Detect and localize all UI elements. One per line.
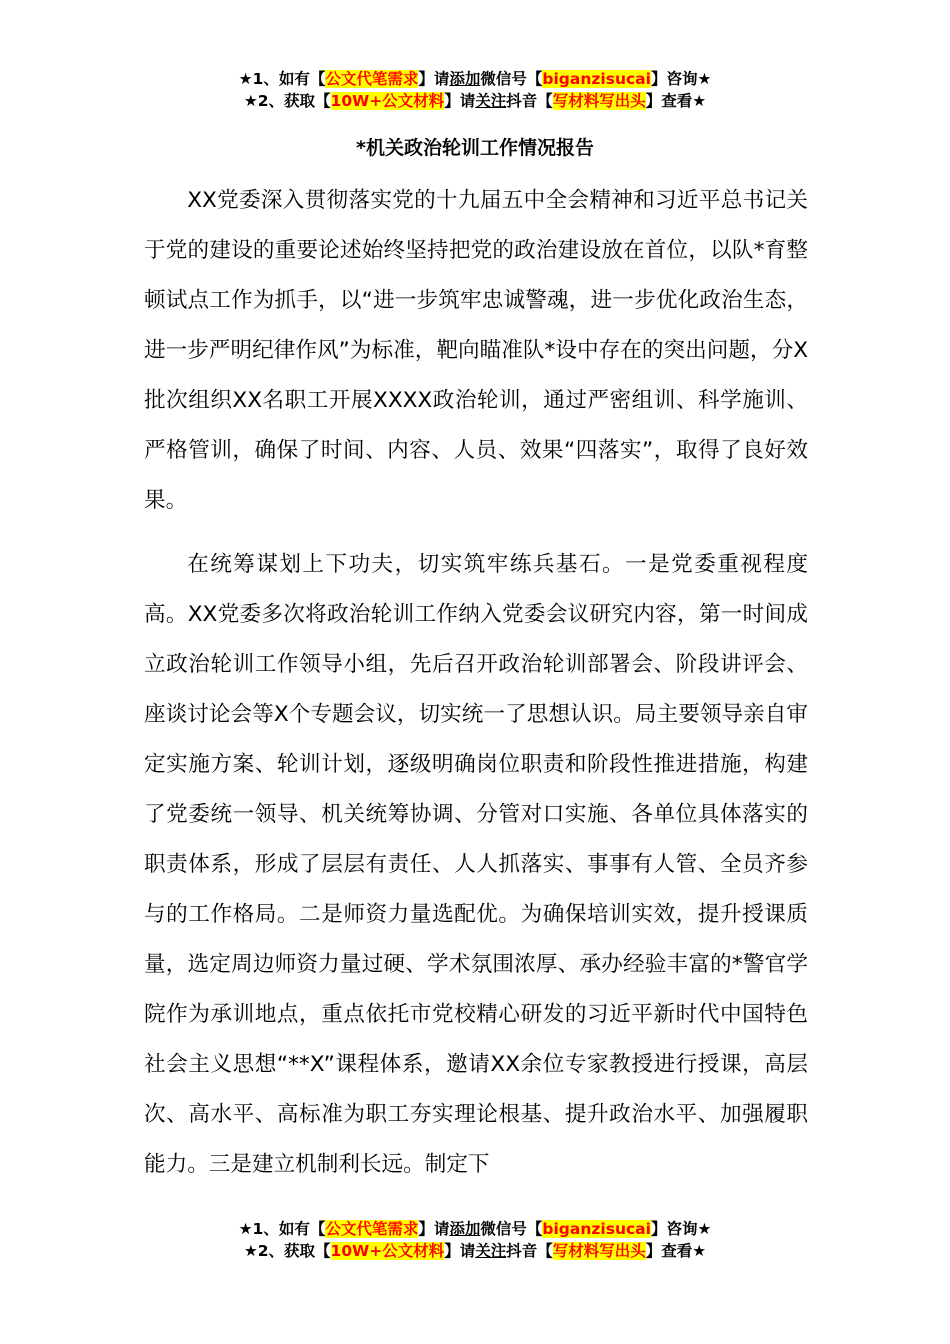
promo-wechat-id: biganzisucai	[542, 1220, 651, 1238]
paragraph: 在统筹谋划上下功夫，切实筑牢练兵基石。一是党委重视程度高。XX党委多次将政治轮训工作纳入党委会议研究内容，第一时间成立政治轮训工作领导小组，先后召开政治轮训部署会、阶段讲评会、座谈讨论会等X个专题会议，切实统一了思想认识。局主要领导亲自审定实施方案、轮训计划，逐级明确岗位职责和阶段性推进措施，构建了党委统一领导、机关统筹协调、分管对口实施、各单位具体落实的职责体系，形成了层层有责任、人人抓落实、事事有人管、全员齐参与的工作格局。二是师资力量选配优。为确保培训实效，提升授课质量，选定周边师资力量过硬、学术氛围浓厚、承办经验丰富的*警官学院作为承训地点，重点依托市党校精心研发的习近平新时代中国特色社会主义思想“**X”课程体系，邀请XX余位专家教授进行授课，高层次、高水平、高标准为职工夯实理论根基、提升政治水平、加强履职能力。三是建立机制利长远。制定下	[144, 552, 808, 1177]
promo-underline: 关注	[475, 1242, 507, 1260]
promo-highlight: 10W+公文材料	[330, 92, 445, 110]
promo-banner-bottom	[0, 1218, 950, 1262]
promo-text: 】咨询★	[650, 70, 712, 88]
promo-highlight: 公文代笔需求	[325, 1220, 419, 1238]
promo-underline: 添加	[449, 1220, 481, 1238]
promo-text: ★1、如有【	[238, 70, 326, 88]
promo-text: 抖音【	[506, 92, 553, 110]
promo-text: 】咨询★	[650, 1220, 712, 1238]
promo-line-2	[0, 90, 950, 112]
promo-highlight: 公文代笔需求	[325, 70, 419, 88]
paragraph: XX党委深入贯彻落实党的十九届五中全会精神和习近平总书记关于党的建设的重要论述始终坚持把党的政治建设放在首位，以队*育整顿试点工作为抓手，以“进一步筑牢忠诚警魂，进一步优化政治生态，进一步严明纪律作风”为标准，靶向瞄准队*设中存在的突出问题，分X批次组织XX名职工开展XXXX政治轮训，通过严密组训、科学施训、严格管训，确保了时间、内容、人员、效果“四落实”，取得了良好效果。	[144, 188, 808, 513]
promo-banner-top	[0, 68, 950, 112]
promo-underline: 关注	[475, 92, 507, 110]
promo-text: 】查看★	[645, 1242, 707, 1260]
promo-douyin-name: 写材料写出头	[552, 1242, 646, 1260]
document-title: *机关政治轮训工作情况报告	[356, 137, 594, 159]
promo-text: 抖音【	[506, 1242, 553, 1260]
promo-text: ★1、如有【	[238, 1220, 326, 1238]
promo-text: ★2、获取【	[243, 1242, 331, 1260]
promo-underline: 添加	[449, 70, 481, 88]
document-body	[144, 176, 808, 1190]
promo-highlight: 10W+公文材料	[330, 1242, 445, 1260]
promo-text: 】请	[418, 70, 450, 88]
promo-douyin-name: 写材料写出头	[552, 92, 646, 110]
promo-text: 】查看★	[645, 92, 707, 110]
promo-line-1	[0, 1218, 950, 1240]
promo-line-1	[0, 68, 950, 90]
promo-text: 微信号【	[480, 70, 543, 88]
promo-text: 】请	[418, 1220, 450, 1238]
promo-text: 】请	[444, 92, 476, 110]
promo-line-2	[0, 1240, 950, 1262]
promo-wechat-id: biganzisucai	[542, 70, 651, 88]
promo-text: 】请	[444, 1242, 476, 1260]
promo-text: ★2、获取【	[243, 92, 331, 110]
promo-text: 微信号【	[480, 1220, 543, 1238]
